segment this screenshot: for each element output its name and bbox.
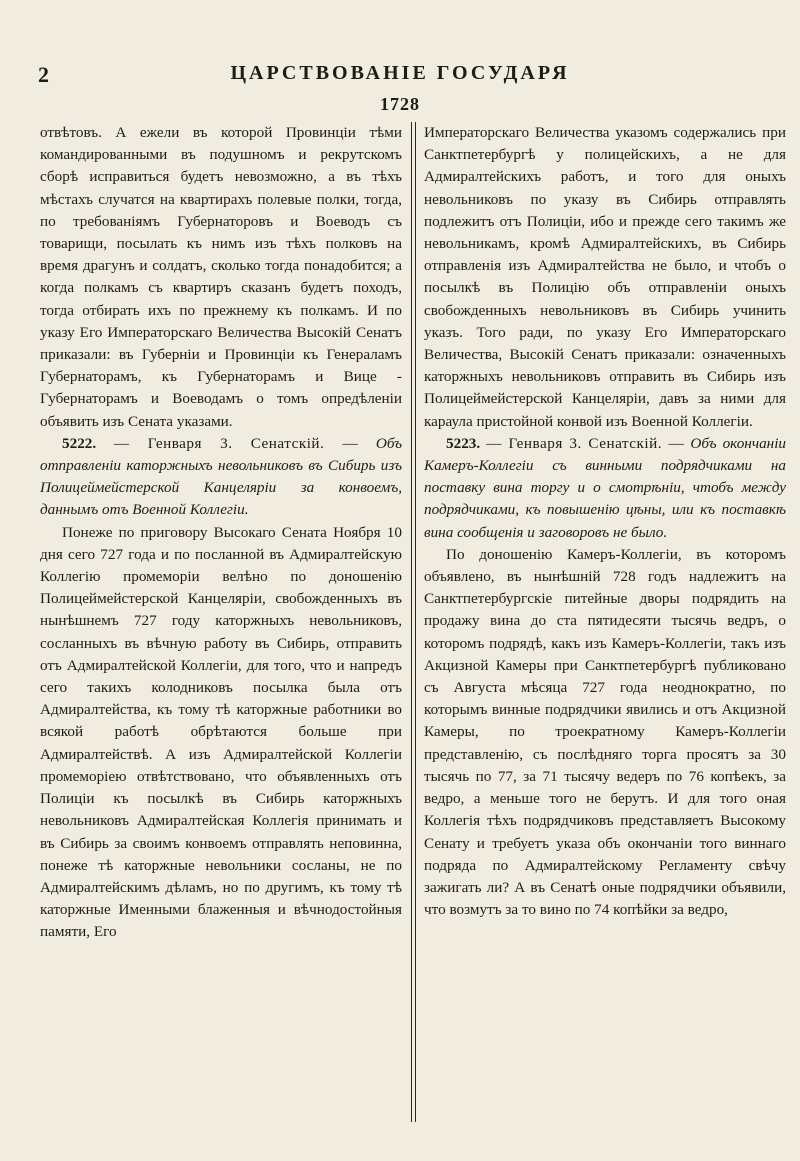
- entry-5223-number: 5223.: [446, 434, 481, 452]
- entry-5222-body: Понеже по приговору Высокаго Сената Ноября 10 дня сего 727 года и по посланной въ Адмиралтейскую Коллегію промеморіи велѣно по доношенію Полицеймейстерской Канцеляріи, свобожденныхъ въ нынѣшнемъ 727 году каторжныхъ невольниковъ, сосланныхъ въ вѣчную работу въ Сибирь, отправить отъ Адмиралтейской Коллегіи, для того, что и напредъ сего такихъ колодниковъ посылка была отъ Адмиралтейства, къ тому тѣ каторжные работники во всякой работѣ обрѣтаются больше при Адмиралтействѣ. А изъ Адмиралтейской Коллегіи промеморіею отвѣтствовано, что объявленныхъ отъ Полиціи къ посылкѣ въ Сибирь каторжныхъ невольниковъ Адмиралтейская Коллегія принимать и въ Сибирь за своимъ конвоемъ отправлять неповинна, понеже тѣ каторжные невольники сосланы, не по Адмиралтейскимъ дѣламъ, но по другимъ, къ тому тѣ каторжные Именными блаженныя и вѣчнодостойныя памяти, Его: [40, 523, 402, 941]
- left-column: [40, 122, 402, 944]
- left-continuation-text: отвѣтовъ. А ежели въ которой Провинціи тѣми командированными въ подушномъ и рекрутскомъ сборѣ исправиться будетъ невозможно, а въ тѣхъ мѣстахъ случатся на квартирахъ полевые полки, тогда, по требованіямъ Губернаторовъ и Воеводъ съ товарищи, посылать къ нимъ изъ тѣхъ полковъ на время драгунъ и солдатъ, сколько тогда понадобится; а когда полкамъ съ квартиръ сказанъ будетъ походъ, тогда отбирать ихъ по прежнему къ полкамъ. И по указу Его Императорскаго Величества Высокій Сенатъ приказали: въ Губерніи и Провинціи къ Генераламъ Губернаторамъ, къ Губернаторамъ и Вице - Губернаторамъ и Воеводамъ о томъ опредѣленіи объявить изъ Сената указами.: [40, 124, 402, 430]
- page-number: 2: [38, 62, 49, 87]
- entry-5223-heading: [424, 433, 786, 544]
- entry-5223-body: По доношенію Камеръ-Коллегіи, въ которомъ объявлено, въ нынѣшній 728 годъ надлежитъ на Санктпетербургскіе питейные дворы подрядить на продажу вина до ста пятидесяти тысячь ведръ, о которомъ подрядѣ, какъ изъ Камеръ-Коллегіи, такъ изъ Акцизной Камеры при Санктпетербургѣ публиковано съ Августа мѣсяца 727 года неоднократно, по которымъ винные подрядчики явились и отъ Акцизной Камеры, по троекратному Камеръ-Коллегіи представленію, съ послѣдняго торга просятъ за 30 тысячь по 77, за 71 тысячу ведеръ по 76 копѣекъ, за ведро, а меньше того не берутъ. И для того оная Коллегія тѣхъ подрядчиковъ представляетъ Высокому Сенату и требуетъ указа объ окончаніи того виннаго подряда по Адмиралтейскому Регламенту свѣчу зажигать ли? А въ Сенатѣ оные подрядчики объявили, что возмутъ за то вино по 74 копѣйки за ведро,: [424, 545, 786, 919]
- entry-5222-title: Объ отправленіи каторжныхъ невольниковъ въ Сибирь изъ Полицеймейстерской Канцеляріи за конвоемъ, даннымъ отъ Военной Коллегіи.: [40, 434, 402, 519]
- entry-5223-date: — Генваря 3. Сенатскій. —: [486, 434, 685, 452]
- right-column: [424, 122, 786, 921]
- entry-5222-heading: [40, 433, 402, 522]
- running-head: ЦАРСТВОВАНІЕ ГОСУДАРЯ: [230, 62, 570, 84]
- right-continuation-text: Императорскаго Величества указомъ содержались при Санктпетербургѣ у полицейскихъ, а не для Адмиралтейскихъ работъ, и того для оныхъ невольниковъ по указу въ Сибирь отправлять подлежитъ отъ Полиціи, ибо и прежде сего такимъ же невольникамъ, кромѣ Адмиралтейскихъ, въ Сибирь отправленія изъ Адмиралтейства не было, и чтобъ о посылкѣ въ Полицію объ отправленіи оныхъ свобожденныхъ невольниковъ въ Сибирь учинить указъ. Того ради, по указу Его Императорскаго Величества, Высокій Сенатъ приказали: означенныхъ каторжныхъ невольниковъ отправить въ Сибирь изъ Полицеймейстерской Канцеляріи, давъ за ними для караула пристойной конвой изъ Военной Коллегіи.: [424, 124, 786, 430]
- entry-5222-number: 5222.: [62, 434, 97, 452]
- entry-5223-title: Объ окончаніи Камеръ-Коллегіи съ винными подрядчиками на поставку вина торгу и о смотрѣніи, чтобъ между подрядчиками, къ повышенію цѣны, или къ поставкѣ вина сообщенія и заговоровъ не было.: [424, 434, 787, 541]
- column-divider: [411, 122, 416, 1122]
- year-heading: 1728: [380, 94, 420, 114]
- entry-5222-date: — Генваря 3. Сенатскій. —: [113, 434, 359, 452]
